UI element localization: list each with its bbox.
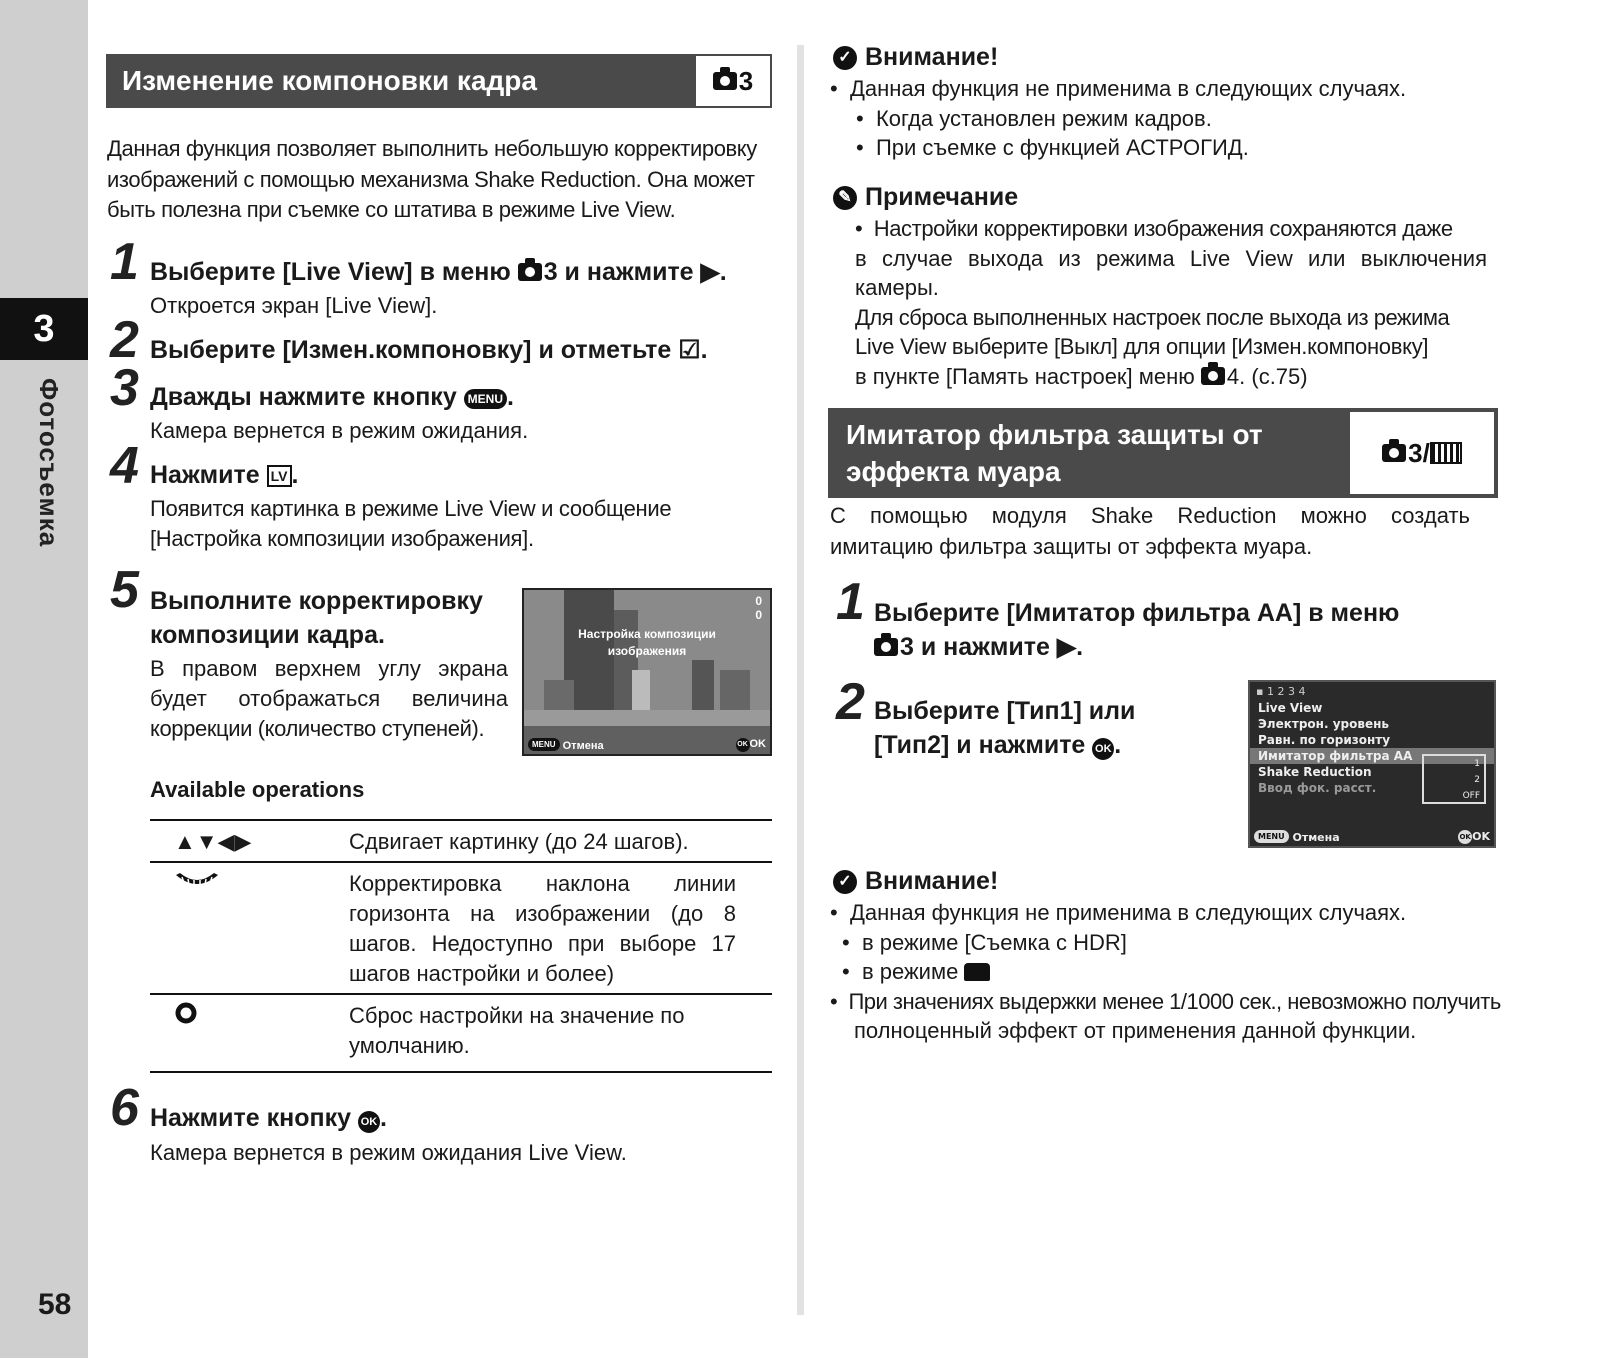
lv-button-icon: LV [267, 465, 292, 487]
screen-ok: OKOK [1459, 830, 1490, 843]
table-row [150, 994, 772, 1072]
step-title: Выполните корректировку композиции кадра. [150, 587, 483, 649]
table-row [150, 820, 772, 862]
column-divider [797, 45, 804, 1315]
aa-intro: С помощью модуля Shake Reduction можно создать имитацию фильтра защиты от эффекта муара. [830, 503, 1470, 559]
step-title: Дважды нажмите кнопку MENU . [150, 383, 514, 411]
step-number: 4 [110, 437, 139, 495]
camera-icon [1201, 367, 1225, 385]
caution-icon: ✓ [833, 870, 857, 894]
section-header-recompose [106, 54, 772, 108]
section-title: Имитатор фильтра защиты от эффекта муара [846, 419, 1263, 487]
correction-value-bottom: 0 [755, 608, 762, 622]
aa-menu-screen [1248, 680, 1496, 848]
step-number: 6 [110, 1079, 139, 1137]
menu-tab-ref: 3/ [1350, 412, 1494, 494]
op-desc: Сброс настройки на значение по умолчанию. [349, 994, 772, 1072]
step-number: 2 [836, 673, 865, 731]
screen-cancel: MENU Отмена [1254, 830, 1340, 844]
camera-icon [518, 263, 542, 281]
caution-list: • Данная функция не применима в следующих случаях. • в режиме [Съемка с HDR] • в режиме • При значениях выдержки менее 1/1000 сек., невозможно получить полноценный эффект от применения данной функции. [830, 900, 1501, 1043]
step-number: 2 [110, 311, 139, 369]
op-desc: Сдвигает картинку (до 24 шагов). [349, 820, 772, 862]
operations-table [150, 819, 772, 1073]
menu-list: Live View Электрон. уровень Равн. по горизонту Имитатор фильтра AA Shake Reduction Ввод фок. расст. [1250, 700, 1494, 796]
screen-ok: OK OK [737, 738, 766, 750]
city-photo [524, 590, 770, 754]
calendar-icon [1430, 442, 1462, 464]
correction-value-top: 0 [755, 594, 762, 608]
caution-heading: ✓ Внимание! [833, 43, 998, 72]
chapter-sidebar [0, 0, 88, 1358]
ops-title: Available operations [150, 777, 365, 802]
caution-icon: ✓ [833, 46, 857, 70]
chapter-number: 3 [0, 298, 88, 360]
step-desc: В правом верхнем углу экрана будет отображаться величина коррекции (количество ступеней). [150, 656, 508, 741]
step-number: 1 [110, 233, 139, 291]
menu-button-icon: MENU [464, 389, 507, 409]
arrow-keys-label: ▲▼◀▶ [150, 820, 349, 862]
step-title: Выберите [Тип1] или [Тип2] и нажмите OK . [874, 697, 1136, 759]
intro-paragraph: Данная функция позволяет выполнить небольшую корректировку изображений с помощью механизма Shake Reduction. Она может быть полезна при съемке со штатива в режиме Live View. [107, 136, 757, 222]
step-desc: Камера вернется в режим ожидания. [150, 418, 529, 443]
menu-tabs: ▪ 1 2 3 4 [1256, 685, 1306, 698]
section-title: Изменение компоновки кадра [122, 65, 537, 96]
step-title: Выберите [Live View] в меню 3 и нажмите ▶. [150, 258, 727, 286]
note-text: • Настройки корректировки изображения сохраняются даже в случае выхода из режима Live View или выключения камеры. Для сброса выполненных настроек после выхода из режима Live View выберите [Выкл] для опции [Измен.компоновку] в пункте [Память настроек] меню 4. (с.75) [855, 216, 1487, 389]
menu-tab-ref: 3 [696, 56, 770, 106]
screen-cancel: MENU Отмена [528, 738, 604, 752]
caution-list: • Данная функция не применима в следующих случаях. • Когда установлен режим кадров. • При съемке с функцией АСТРОГИД. [830, 76, 1407, 160]
ok-button-icon: OK [1092, 738, 1114, 760]
o-button-icon [150, 994, 349, 1072]
camera-icon [1382, 444, 1406, 462]
step-title: Нажмите LV . [150, 461, 299, 489]
ok-button-icon: OK [358, 1111, 380, 1133]
step-number: 3 [110, 359, 139, 417]
note-icon: ✎ [833, 186, 857, 210]
step-desc: Откроется экран [Live View]. [150, 293, 438, 318]
step-number: 5 [110, 561, 139, 619]
caution-heading: ✓ Внимание! [833, 867, 998, 896]
option-popup: 1 2 OFF [1422, 754, 1486, 804]
step-title: Нажмите кнопку OK . [150, 1104, 387, 1132]
camera-icon [713, 72, 737, 90]
step-desc: Появится картинка в режиме Live View и сообщение [Настройка композиции изображения]. [150, 496, 672, 551]
op-desc: Корректировка наклона линии горизонта на изображении (до 8 шагов. Недоступно при выборе 17 шагов настройки и более) [349, 862, 772, 994]
section-header-aa-filter [828, 408, 1498, 498]
step-title: Выберите [Измен.компоновку] и отметьте ☑. [150, 336, 708, 364]
step-desc: Камера вернется в режим ожидания Live View. [150, 1140, 627, 1165]
liveview-screen-image [522, 588, 772, 756]
step-number: 1 [836, 573, 865, 631]
step-title: Выберите [Имитатор фильтра AA] в меню 3 и нажмите ▶. [874, 599, 1400, 661]
table-row [150, 862, 772, 994]
note-heading: ✎ Примечание [833, 183, 1018, 212]
camera-icon [874, 638, 898, 656]
page-number: 58 [38, 1288, 72, 1321]
dial-icon [150, 862, 349, 994]
screen-message: Настройка композиции изображения [578, 627, 716, 658]
chapter-label: Фотосъемка [34, 378, 64, 548]
movie-icon [964, 963, 990, 981]
